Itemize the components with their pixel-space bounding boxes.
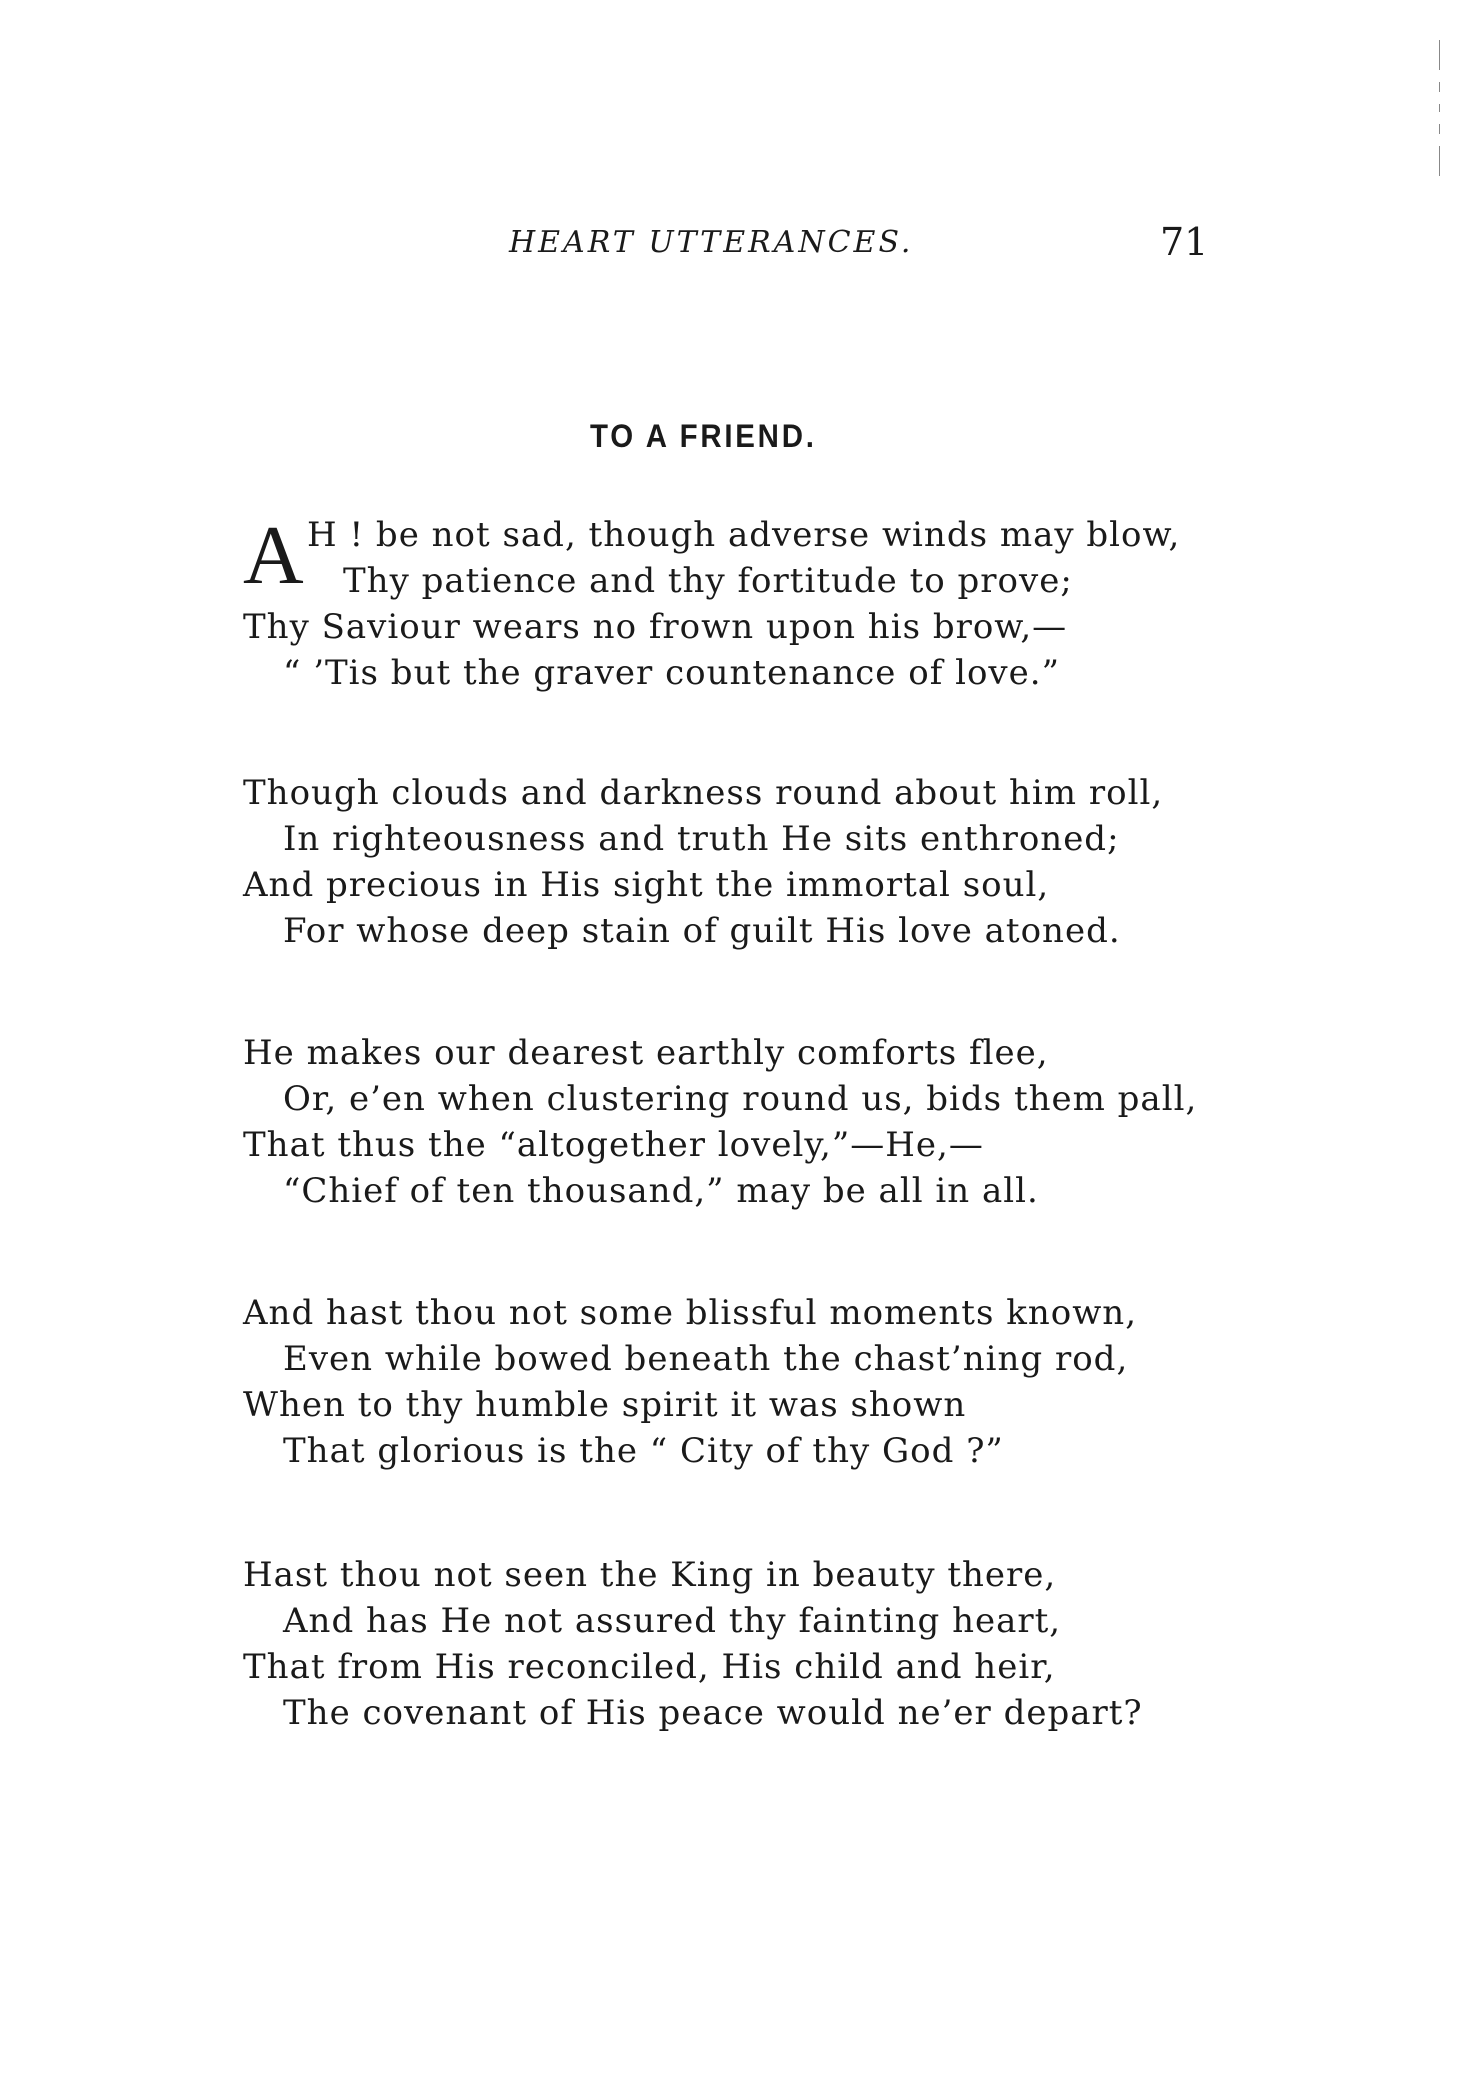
- stanza-line: Hast thou not seen the King in beauty there,: [243, 1555, 1057, 1595]
- stanza-line: Thy patience and thy fortitude to prove;: [343, 561, 1073, 601]
- drop-cap: A: [243, 509, 305, 602]
- stanza-2: [243, 770, 1243, 954]
- stanza-line: Though clouds and darkness round about him roll,: [243, 773, 1164, 813]
- stanza-line: He makes our dearest earthly comforts flee,: [243, 1033, 1049, 1073]
- stanza-line: And hast thou not some blissful moments known,: [243, 1293, 1138, 1333]
- stanza-line: And precious in His sight the immortal soul,: [243, 865, 1050, 905]
- line-text: H ! be not sad, though adverse winds may blow,: [307, 515, 1181, 555]
- stanza-3: [243, 1030, 1243, 1214]
- stanza-line: The covenant of His peace would ne’er depart?: [283, 1693, 1143, 1733]
- poem-title: TO A FRIEND.: [590, 418, 817, 454]
- running-head: HEART UTTERANCES.: [509, 225, 914, 260]
- stanza-line: That glorious is the “ City of thy God ?”: [283, 1431, 1004, 1471]
- stanza-line: For whose deep stain of guilt His love atoned.: [283, 911, 1121, 951]
- stanza-line: When to thy humble spirit it was shown: [243, 1385, 967, 1425]
- stanza-5: [243, 1552, 1243, 1736]
- stanza-line: “Chief of ten thousand,” may be all in all.: [283, 1171, 1039, 1211]
- page-number: 71: [1160, 220, 1209, 264]
- stanza-line: That from His reconciled, His child and heir,: [243, 1647, 1056, 1687]
- stanza-line: Or, e’en when clustering round us, bids them pall,: [283, 1079, 1198, 1119]
- stanza-line: That thus the “altogether lovely,”—He,—: [243, 1125, 984, 1165]
- stanza-4: [243, 1290, 1243, 1474]
- stanza-1: [243, 509, 1243, 696]
- stanza-line: “ ’Tis but the graver countenance of love.”: [283, 653, 1060, 693]
- stanza-line: And has He not assured thy fainting heart,: [283, 1601, 1062, 1641]
- margin-scan-marks: [1439, 40, 1441, 240]
- stanza-line: Even while bowed beneath the chast’ning rod,: [283, 1339, 1129, 1379]
- stanza-line: In righteousness and truth He sits enthroned;: [283, 819, 1120, 859]
- stanza-line: Thy Saviour wears no frown upon his brow,—: [243, 607, 1068, 647]
